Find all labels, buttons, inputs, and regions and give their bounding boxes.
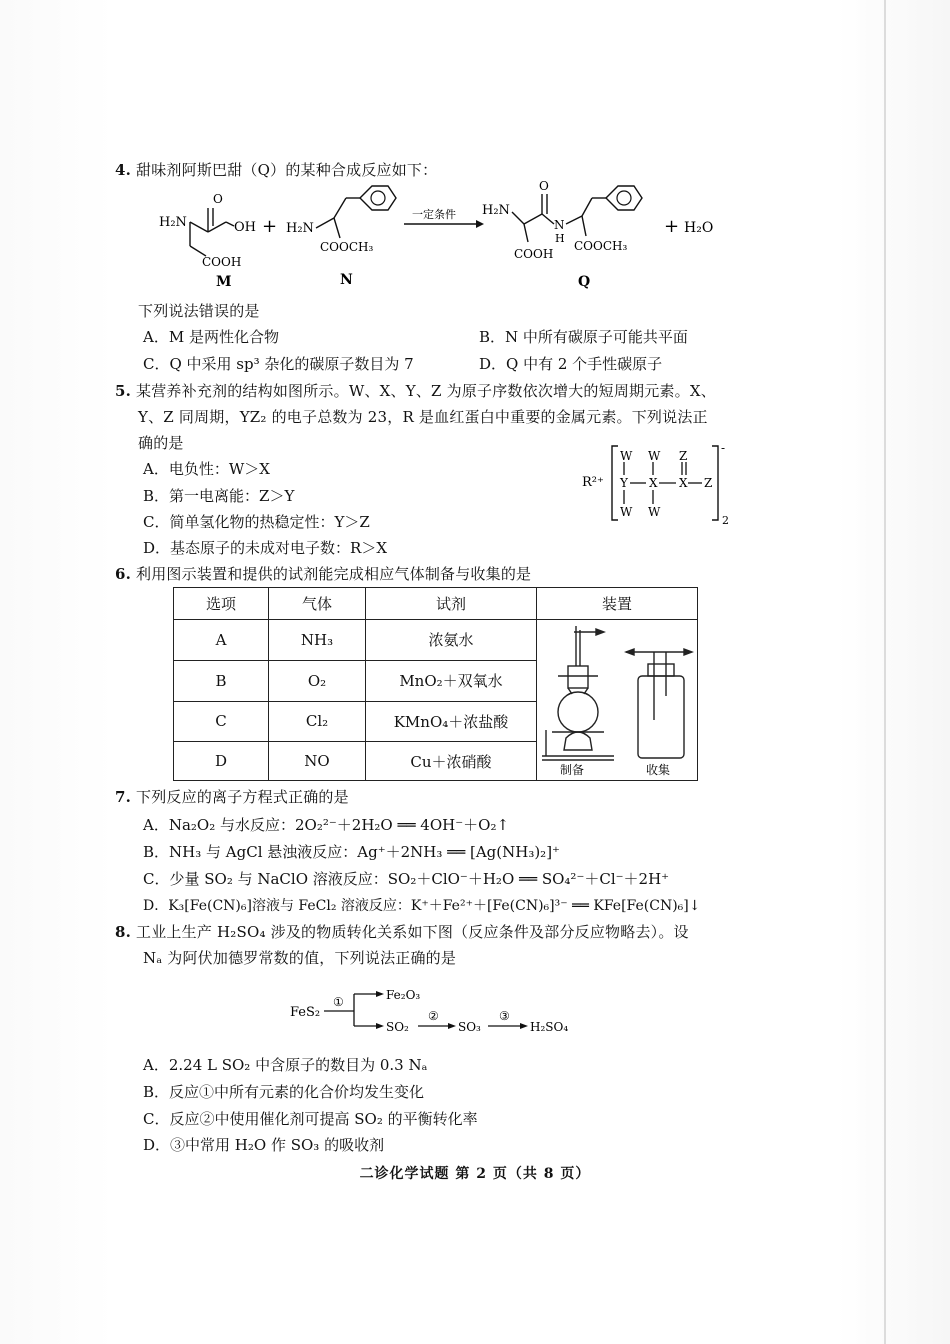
row-b-gas: O₂	[269, 660, 366, 701]
row-b-option: B	[174, 660, 269, 701]
atom-x-2: X	[679, 476, 688, 490]
q5-bonds	[624, 462, 702, 504]
anion-charge: -	[721, 441, 726, 455]
q-aromatic-ring	[617, 191, 631, 205]
q5-option-d: D．基态原子的未成对电子数：R＞X	[143, 539, 388, 557]
apparatus-drawing	[538, 620, 696, 776]
q-amide-h: H	[555, 232, 565, 245]
q-cooch3: COOCH₃	[574, 239, 628, 253]
so3: SO₃	[458, 1020, 481, 1034]
atom-z-top: Z	[679, 449, 688, 463]
q-bonds	[512, 186, 642, 242]
n-h2n: H₂N	[286, 221, 314, 236]
q8-conversion-scheme	[288, 980, 598, 1040]
q8-option-c: C．反应②中使用催化剂可提高 SO₂ 的平衡转化率	[143, 1110, 478, 1128]
q8-number: 8.	[115, 923, 132, 941]
q5-stem-line1	[115, 380, 716, 401]
r-cation: R²⁺	[582, 475, 604, 490]
table-header-row	[174, 588, 698, 620]
q4-option-c: C．Q 中采用 sp³ 杂化的碳原子数目为 7	[143, 355, 414, 373]
fes2: FeS₂	[290, 1005, 321, 1020]
fe2o3: Fe₂O₃	[386, 988, 421, 1002]
q6-number: 6.	[115, 565, 132, 583]
m-bonds	[190, 208, 234, 256]
n-aromatic-ring	[371, 191, 385, 205]
m-cooh: COOH	[202, 255, 242, 269]
q-label: Q	[578, 274, 591, 290]
row-a-option: A	[174, 620, 269, 661]
q5-option-c: C．简单氢化物的热稳定性：Y＞Z	[143, 513, 370, 531]
n-cooch3: COOCH₃	[320, 240, 374, 254]
m-oh: OH	[234, 220, 256, 235]
q4-option-a: A．M 是两性化合物	[143, 328, 279, 346]
left-bracket	[612, 446, 618, 520]
arrow-to-so2	[376, 1023, 384, 1029]
q5-structure-diagram	[580, 440, 750, 530]
q4-stem	[115, 159, 437, 180]
apparatus-cell	[537, 620, 698, 781]
atom-w-top-left: W	[620, 449, 633, 463]
q7-number: 7.	[115, 788, 132, 806]
q-h2n: H₂N	[482, 203, 510, 218]
row-c-reagent: KMnO₄＋浓盐酸	[366, 701, 537, 742]
q7-stem-text: 下列反应的离子方程式正确的是	[136, 788, 349, 806]
atom-w-bottom-left: W	[620, 505, 633, 519]
atom-w-top-mid: W	[648, 449, 661, 463]
q7-option-b: B．NH₃ 与 AgCl 悬浊液反应：Ag⁺＋2NH₃ ══ [Ag(NH₃)₂]⁺	[143, 843, 560, 861]
arrow-to-so3	[448, 1023, 456, 1029]
q5-option-a: A．电负性：W＞X	[143, 460, 270, 478]
q7-option-d: D．K₃[Fe(CN)₆]溶液与 FeCl₂ 溶液反应：K⁺＋Fe²⁺＋[Fe(CN)₆]³⁻ ══ KFe[Fe(CN)₆]↓	[143, 898, 701, 914]
q-carbonyl-o: O	[539, 179, 549, 193]
table-row	[174, 620, 698, 661]
atom-z-right: Z	[704, 476, 713, 490]
q4-option-d: D．Q 中有 2 个手性碳原子	[479, 355, 663, 373]
header-apparatus: 装置	[537, 588, 698, 620]
row-b-reagent: MnO₂＋双氧水	[366, 660, 537, 701]
arrow-to-h2so4	[520, 1023, 528, 1029]
q8-stem-text: 工业上生产 H₂SO₄ 涉及的物质转化关系如下图（反应条件及部分反应物略去）。设	[136, 923, 689, 941]
row-c-gas: Cl₂	[269, 701, 366, 742]
step-1-label: ①	[333, 995, 344, 1009]
q-cooh: COOH	[514, 247, 554, 261]
right-bracket	[712, 446, 718, 520]
atom-y: Y	[620, 476, 628, 490]
collect-apparatus	[626, 649, 692, 758]
q4-stem-text: 甜味剂阿斯巴甜（Q）的某种合成反应如下：	[136, 161, 438, 179]
q8-option-b: B．反应①中所有元素的化合价均发生变化	[143, 1083, 425, 1101]
q5-stem-line3: 确的是	[138, 434, 184, 452]
prepare-label: 制备	[560, 763, 585, 777]
row-c-option: C	[174, 701, 269, 742]
q6-stem	[115, 563, 531, 584]
reaction-arrow-head	[476, 220, 484, 228]
atom-w-bottom-mid: W	[648, 505, 661, 519]
plus-sign-2: +	[664, 216, 680, 237]
row-d-gas: NO	[269, 742, 366, 781]
header-gas: 气体	[269, 588, 366, 620]
q7-option-c: C．少量 SO₂ 与 NaClO 溶液反应：SO₂＋ClO⁻＋H₂O ══ SO₄²⁻＋Cl⁻＋2H⁺	[143, 870, 670, 888]
row-a-gas: NH₃	[269, 620, 366, 661]
q5-option-b: B．第一电离能：Z＞Y	[143, 487, 295, 505]
m-h2n: H₂N	[159, 215, 187, 230]
q8-stem-line1	[115, 921, 689, 942]
n-label: N	[340, 272, 353, 288]
m-label: M	[216, 274, 232, 290]
step-2-label: ②	[428, 1009, 439, 1023]
header-option: 选项	[174, 588, 269, 620]
scan-edge	[884, 0, 886, 1344]
h2so4: H₂SO₄	[530, 1020, 569, 1034]
row-d-option: D	[174, 742, 269, 781]
page-footer: 二诊化学试题 第 2 页（共 8 页）	[359, 1166, 591, 1182]
q4-option-b: B．N 中所有碳原子可能共平面	[479, 328, 688, 346]
anion-subscript: 2	[722, 514, 729, 527]
water: H₂O	[684, 220, 714, 236]
header-reagent: 试剂	[366, 588, 537, 620]
prep-apparatus	[542, 626, 614, 760]
q6-stem-text: 利用图示装置和提供的试剂能完成相应气体制备与收集的是	[136, 565, 532, 583]
q5-stem-text: 某营养补充剂的结构如图所示。W、X、Y、Z 为原子序数依次增大的短周期元素。X、	[136, 382, 716, 400]
q6-table	[173, 587, 698, 781]
q4-number: 4.	[115, 161, 132, 179]
row-d-reagent: Cu＋浓硝酸	[366, 742, 537, 781]
arrow-to-fe2o3	[376, 991, 384, 997]
q7-option-a: A．Na₂O₂ 与水反应：2O₂²⁻＋2H₂O ══ 4OH⁻＋O₂↑	[143, 816, 510, 834]
step-3-label: ③	[499, 1009, 510, 1023]
so2: SO₂	[386, 1020, 409, 1034]
q4-reaction-scheme	[150, 180, 740, 290]
q5-stem-line2: Y、Z 同周期，YZ₂ 的电子总数为 23，R 是血红蛋白中重要的金属元素。下列说法正	[138, 408, 708, 426]
arrow-condition: 一定条件	[412, 208, 456, 221]
m-carbonyl-o: O	[213, 192, 223, 206]
q8-option-d: D．③中常用 H₂O 作 SO₃ 的吸收剂	[143, 1136, 385, 1154]
atom-x-1: X	[649, 476, 658, 490]
q5-number: 5.	[115, 382, 132, 400]
q7-stem	[115, 786, 349, 807]
scheme-lines	[324, 994, 522, 1026]
plus-sign-1: +	[262, 216, 278, 237]
row-a-reagent: 浓氨水	[366, 620, 537, 661]
q4-prompt: 下列说法错误的是	[138, 302, 260, 320]
q-amide-n: N	[554, 218, 565, 232]
collect-label: 收集	[646, 763, 671, 777]
q8-option-a: A．2.24 L SO₂ 中含原子的数目为 0.3 Nₐ	[143, 1056, 428, 1074]
q8-stem-line2: Nₐ 为阿伏加德罗常数的值，下列说法正确的是	[143, 949, 457, 967]
